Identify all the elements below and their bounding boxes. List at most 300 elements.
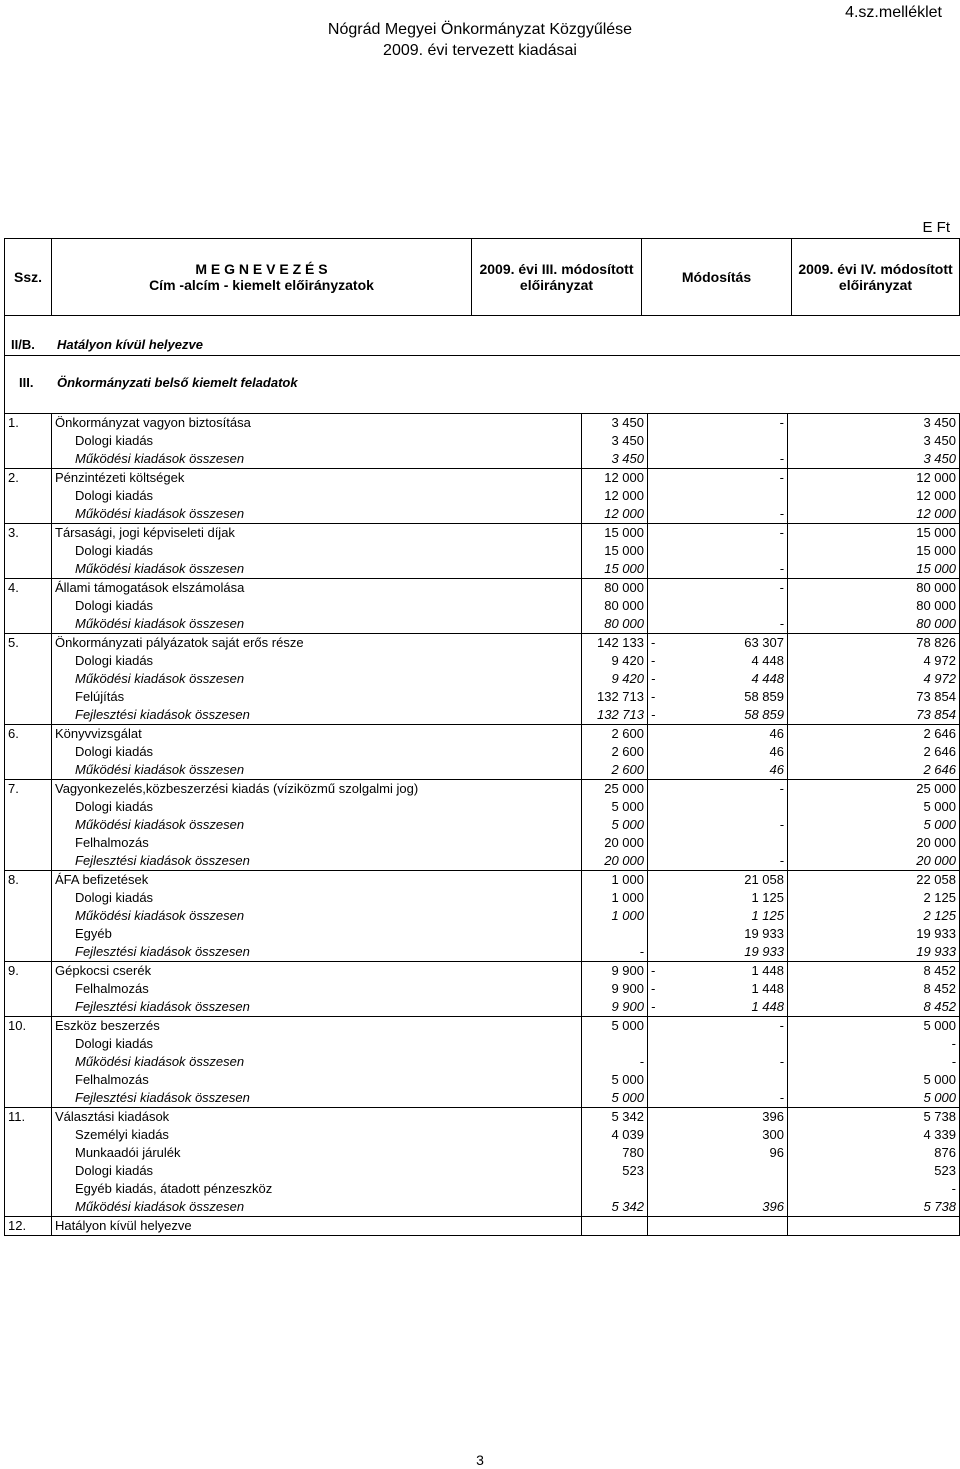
value-iii: 5 342 — [582, 1198, 648, 1217]
modositas-amount: - — [779, 781, 784, 796]
table-row — [5, 943, 960, 962]
value-iv: 19 933 — [788, 925, 960, 943]
modositas-amount: 63 307 — [744, 635, 784, 650]
row-number — [5, 615, 52, 634]
row-name-text: Működési kiadások összesen — [75, 671, 245, 686]
modositas-amount: 46 — [769, 726, 784, 741]
table-row — [5, 560, 960, 579]
row-name — [52, 688, 582, 706]
row-name — [52, 706, 582, 725]
value-iv: 5 738 — [788, 1198, 960, 1217]
modositas-amount: 46 — [769, 762, 784, 777]
value-modositas — [648, 1144, 788, 1162]
row-name — [52, 1071, 582, 1089]
row-number — [5, 1035, 52, 1053]
value-iii: 1 000 — [582, 907, 648, 925]
modositas-amount: - — [779, 415, 784, 430]
value-iv: 73 854 — [788, 706, 960, 725]
modositas-amount: 1 448 — [751, 981, 784, 996]
value-iv — [788, 1217, 960, 1236]
modositas-amount: - — [779, 506, 784, 521]
value-iv: 12 000 — [788, 469, 960, 488]
row-name — [52, 414, 582, 433]
table-row — [5, 907, 960, 925]
value-modositas — [648, 432, 788, 450]
modositas-sign: - — [651, 689, 656, 704]
row-number: 9. — [5, 962, 52, 981]
row-number — [5, 925, 52, 943]
table-row — [5, 798, 960, 816]
page-number: 3 — [476, 1452, 484, 1468]
modositas-amount: 1 125 — [751, 890, 784, 905]
row-name-text: Dologi kiadás — [75, 799, 154, 814]
value-iii: 20 000 — [582, 852, 648, 871]
value-modositas — [648, 1071, 788, 1089]
modositas-amount: - — [779, 853, 784, 868]
row-name — [52, 1162, 582, 1180]
table-row — [5, 871, 960, 890]
row-name-text: ÁFA befizetések — [55, 872, 149, 887]
table-row — [5, 1035, 960, 1053]
row-name-text: Fejlesztési kiadások összesen — [75, 999, 250, 1014]
row-name-text: Dologi kiadás — [75, 543, 154, 558]
value-iii: 20 000 — [582, 834, 648, 852]
row-name — [52, 998, 582, 1017]
value-iv: 15 000 — [788, 542, 960, 560]
value-iii: 3 450 — [582, 432, 648, 450]
row-name — [52, 980, 582, 998]
row-number: 5. — [5, 634, 52, 653]
row-name-text: Dologi kiadás — [75, 890, 154, 905]
value-iv: - — [788, 1035, 960, 1053]
row-number — [5, 1126, 52, 1144]
row-name — [52, 652, 582, 670]
value-iii: 12 000 — [582, 487, 648, 505]
table-row — [5, 469, 960, 488]
row-name — [52, 780, 582, 799]
row-name-text: Működési kiadások összesen — [75, 616, 245, 631]
row-name-text: Személyi kiadás — [75, 1127, 169, 1142]
value-modositas — [648, 1126, 788, 1144]
table-row — [5, 542, 960, 560]
row-number — [5, 998, 52, 1017]
row-number — [5, 688, 52, 706]
row-name-text: Működési kiadások összesen — [75, 1054, 245, 1069]
value-iv: 25 000 — [788, 780, 960, 799]
row-name — [52, 560, 582, 579]
row-name — [52, 1089, 582, 1108]
table-row — [5, 761, 960, 780]
table-row — [5, 634, 960, 653]
row-name-text: Dologi kiadás — [75, 653, 154, 668]
row-name-text: Működési kiadások összesen — [75, 908, 245, 923]
modositas-amount: 396 — [762, 1199, 784, 1214]
modositas-amount: - — [779, 451, 784, 466]
modositas-amount: - — [779, 470, 784, 485]
table-row — [5, 1017, 960, 1036]
modositas-amount: 1 448 — [751, 999, 784, 1014]
value-iv: 78 826 — [788, 634, 960, 653]
value-iii: 12 000 — [582, 469, 648, 488]
value-iv: 2 125 — [788, 889, 960, 907]
row-number — [5, 1089, 52, 1108]
row-number — [5, 1144, 52, 1162]
modositas-amount: 46 — [769, 744, 784, 759]
unit-label: E Ft — [922, 219, 950, 236]
row-name — [52, 597, 582, 615]
value-iii: 5 000 — [582, 1089, 648, 1108]
row-name — [52, 634, 582, 653]
section-code: II/B. — [11, 337, 35, 352]
table-row — [5, 688, 960, 706]
row-name — [52, 962, 582, 981]
row-name — [52, 579, 582, 598]
value-modositas — [648, 962, 788, 981]
value-modositas — [648, 834, 788, 852]
row-name-text: Állami támogatások elszámolása — [55, 580, 245, 595]
row-name — [52, 1053, 582, 1071]
value-modositas — [648, 505, 788, 524]
value-iv: 2 125 — [788, 907, 960, 925]
row-name-text: Felújítás — [75, 689, 125, 704]
row-name — [52, 852, 582, 871]
section-iib — [4, 315, 960, 356]
value-iii: 9 420 — [582, 652, 648, 670]
row-number — [5, 980, 52, 998]
header-name-line2: Cím -alcím - kiemelt előirányzatok — [149, 277, 374, 293]
row-name — [52, 469, 582, 488]
row-number: 3. — [5, 524, 52, 543]
modositas-amount: 96 — [769, 1145, 784, 1160]
value-iv: 8 452 — [788, 980, 960, 998]
value-modositas — [648, 634, 788, 653]
value-modositas — [648, 652, 788, 670]
modositas-sign: - — [651, 635, 656, 650]
value-iv: 2 646 — [788, 725, 960, 744]
row-number: 12. — [5, 1217, 52, 1236]
value-iv: 3 450 — [788, 414, 960, 433]
value-iii: 15 000 — [582, 542, 648, 560]
row-name — [52, 798, 582, 816]
annex-label: 4.sz.melléklet — [845, 4, 942, 21]
row-name — [52, 1126, 582, 1144]
value-iii: 9 900 — [582, 962, 648, 981]
value-modositas — [648, 871, 788, 890]
row-number: 6. — [5, 725, 52, 744]
value-iii: 3 450 — [582, 450, 648, 469]
row-name-text: Fejlesztési kiadások összesen — [75, 707, 250, 722]
row-name-text: Működési kiadások összesen — [75, 817, 245, 832]
row-name — [52, 1144, 582, 1162]
value-iii: 780 — [582, 1144, 648, 1162]
value-modositas — [648, 1217, 788, 1236]
row-name-text: Munkaadói járulék — [75, 1145, 181, 1160]
row-name-text: Önkormányzati pályázatok saját erős része — [55, 635, 304, 650]
value-modositas — [648, 889, 788, 907]
value-iii — [582, 1035, 648, 1053]
row-name — [52, 487, 582, 505]
value-iv: - — [788, 1053, 960, 1071]
value-modositas — [648, 980, 788, 998]
value-iii: 5 000 — [582, 1071, 648, 1089]
value-iv: 5 000 — [788, 816, 960, 834]
modositas-amount: 58 859 — [744, 707, 784, 722]
value-iv: 876 — [788, 1144, 960, 1162]
table-row — [5, 670, 960, 688]
row-number — [5, 597, 52, 615]
row-name — [52, 1180, 582, 1198]
row-name — [52, 1198, 582, 1217]
value-iii: 132 713 — [582, 706, 648, 725]
modositas-amount: - — [779, 580, 784, 595]
table-header — [4, 238, 960, 316]
row-name-text: Dologi kiadás — [75, 744, 154, 759]
document-title: Nógrád Megyei Önkormányzat Közgyűlése — [327, 21, 633, 38]
header-name — [52, 239, 472, 316]
table-row — [5, 1089, 960, 1108]
row-number — [5, 834, 52, 852]
value-modositas — [648, 487, 788, 505]
value-iii: 12 000 — [582, 505, 648, 524]
row-number — [5, 852, 52, 871]
value-iv: 19 933 — [788, 943, 960, 962]
modositas-amount: 1 125 — [751, 908, 784, 923]
table-row — [5, 1217, 960, 1236]
table-row — [5, 1198, 960, 1217]
row-name-text: Működési kiadások összesen — [75, 762, 245, 777]
header-ssz: Ssz. — [5, 239, 52, 316]
value-modositas — [648, 925, 788, 943]
section-iii — [4, 355, 960, 414]
value-modositas — [648, 450, 788, 469]
value-modositas — [648, 1053, 788, 1071]
row-name — [52, 816, 582, 834]
row-name-text: Felhalmozás — [75, 981, 149, 996]
row-number — [5, 816, 52, 834]
modositas-amount: 4 448 — [751, 653, 784, 668]
table-row — [5, 1071, 960, 1089]
value-iii: 5 000 — [582, 1017, 648, 1036]
row-name — [52, 1035, 582, 1053]
row-name-text: Társasági, jogi képviseleti díjak — [55, 525, 235, 540]
row-number — [5, 1162, 52, 1180]
value-modositas — [648, 469, 788, 488]
modositas-amount: 1 448 — [751, 963, 784, 978]
value-iii: 5 000 — [582, 816, 648, 834]
modositas-amount: - — [779, 616, 784, 631]
table-row — [5, 962, 960, 981]
table-row — [5, 706, 960, 725]
row-number — [5, 1180, 52, 1198]
row-name — [52, 834, 582, 852]
value-modositas — [648, 943, 788, 962]
row-number — [5, 450, 52, 469]
row-name — [52, 1108, 582, 1127]
value-iii: 80 000 — [582, 597, 648, 615]
modositas-amount: 58 859 — [744, 689, 784, 704]
value-modositas — [648, 852, 788, 871]
value-modositas — [648, 998, 788, 1017]
value-iii: 2 600 — [582, 743, 648, 761]
value-iv: 12 000 — [788, 505, 960, 524]
row-name — [52, 542, 582, 560]
value-modositas — [648, 780, 788, 799]
value-iv: 80 000 — [788, 579, 960, 598]
value-iii: - — [582, 943, 648, 962]
row-name-text: Gépkocsi cserék — [55, 963, 152, 978]
value-modositas — [648, 597, 788, 615]
value-modositas — [648, 907, 788, 925]
value-iii: 15 000 — [582, 560, 648, 579]
modositas-amount: 300 — [762, 1127, 784, 1142]
value-modositas — [648, 560, 788, 579]
header-name-line1: M E G N E V E Z É S — [195, 261, 328, 277]
value-modositas — [648, 743, 788, 761]
value-iii: 5 342 — [582, 1108, 648, 1127]
modositas-amount: 19 933 — [744, 926, 784, 941]
row-number — [5, 761, 52, 780]
header-col-iii: 2009. évi III. módosított előirányzat — [472, 239, 642, 316]
value-modositas — [648, 670, 788, 688]
table-row — [5, 834, 960, 852]
row-name-text: Működési kiadások összesen — [75, 561, 245, 576]
value-modositas — [648, 1180, 788, 1198]
value-iv: 4 972 — [788, 670, 960, 688]
value-iii: 4 039 — [582, 1126, 648, 1144]
row-name-text: Pénzintézeti költségek — [55, 470, 185, 485]
value-iii: 15 000 — [582, 524, 648, 543]
table-row — [5, 1144, 960, 1162]
value-modositas — [648, 1017, 788, 1036]
value-iii: 142 133 — [582, 634, 648, 653]
row-name — [52, 871, 582, 890]
modositas-amount: 396 — [762, 1109, 784, 1124]
row-name — [52, 505, 582, 524]
value-iv: 8 452 — [788, 998, 960, 1017]
value-iv: 5 000 — [788, 1017, 960, 1036]
value-modositas — [648, 816, 788, 834]
row-number: 1. — [5, 414, 52, 433]
value-modositas — [648, 1162, 788, 1180]
value-iii: 523 — [582, 1162, 648, 1180]
table-row — [5, 432, 960, 450]
value-iv: 5 000 — [788, 1089, 960, 1108]
row-number: 8. — [5, 871, 52, 890]
value-modositas — [648, 688, 788, 706]
row-name-text: Önkormányzat vagyon biztosítása — [55, 415, 251, 430]
row-name-text: Dologi kiadás — [75, 1163, 154, 1178]
row-name-text: Vagyonkezelés,közbeszerzési kiadás (víziközmű szolgalmi jog) — [55, 781, 419, 796]
row-number — [5, 743, 52, 761]
table-row — [5, 487, 960, 505]
row-name-text: Működési kiadások összesen — [75, 506, 245, 521]
value-iii: 1 000 — [582, 871, 648, 890]
row-number — [5, 1071, 52, 1089]
modositas-sign: - — [651, 999, 656, 1014]
value-iv: 20 000 — [788, 852, 960, 871]
table-row — [5, 505, 960, 524]
row-name-text: Dologi kiadás — [75, 433, 154, 448]
value-iii — [582, 1180, 648, 1198]
value-iii: 9 420 — [582, 670, 648, 688]
row-name-text: Fejlesztési kiadások összesen — [75, 944, 250, 959]
row-name-text: Működési kiadások összesen — [75, 451, 245, 466]
table-row — [5, 816, 960, 834]
value-iii: 2 600 — [582, 761, 648, 780]
value-iii: 9 900 — [582, 980, 648, 998]
modositas-amount: 21 058 — [744, 872, 784, 887]
table-row — [5, 743, 960, 761]
value-iii: 3 450 — [582, 414, 648, 433]
table-row — [5, 889, 960, 907]
value-iii — [582, 1217, 648, 1236]
value-iv: 15 000 — [788, 560, 960, 579]
row-name — [52, 1017, 582, 1036]
modositas-amount: - — [779, 525, 784, 540]
row-name-text: Működési kiadások összesen — [75, 1199, 245, 1214]
modositas-amount: - — [779, 1090, 784, 1105]
value-iv: 80 000 — [788, 615, 960, 634]
value-iv: 3 450 — [788, 432, 960, 450]
table-row — [5, 980, 960, 998]
table-row — [5, 414, 960, 433]
table-row — [5, 1053, 960, 1071]
row-name — [52, 615, 582, 634]
value-iii: 132 713 — [582, 688, 648, 706]
value-iv: 5 738 — [788, 1108, 960, 1127]
budget-table — [4, 413, 960, 1236]
table-row — [5, 1108, 960, 1127]
table-row — [5, 597, 960, 615]
table-row — [5, 615, 960, 634]
row-number — [5, 706, 52, 725]
row-number: 10. — [5, 1017, 52, 1036]
value-modositas — [648, 706, 788, 725]
row-name — [52, 743, 582, 761]
section-label: Hatályon kívül helyezve — [57, 337, 203, 352]
value-modositas — [648, 1035, 788, 1053]
value-iv: 3 450 — [788, 450, 960, 469]
value-iii: 80 000 — [582, 579, 648, 598]
value-iv: 15 000 — [788, 524, 960, 543]
value-iii: 2 600 — [582, 725, 648, 744]
row-number — [5, 889, 52, 907]
row-number: 7. — [5, 780, 52, 799]
value-iii: - — [582, 1053, 648, 1071]
table-row — [5, 652, 960, 670]
row-number — [5, 560, 52, 579]
value-iv: 12 000 — [788, 487, 960, 505]
value-iv: 5 000 — [788, 1071, 960, 1089]
row-name — [52, 907, 582, 925]
value-iv: 523 — [788, 1162, 960, 1180]
value-iv: 8 452 — [788, 962, 960, 981]
row-number: 2. — [5, 469, 52, 488]
row-name-text: Dologi kiadás — [75, 1036, 154, 1051]
value-modositas — [648, 798, 788, 816]
modositas-amount: - — [779, 561, 784, 576]
value-iii: 5 000 — [582, 798, 648, 816]
modositas-sign: - — [651, 963, 656, 978]
modositas-amount: 19 933 — [744, 944, 784, 959]
row-number: 4. — [5, 579, 52, 598]
row-name-text: Fejlesztési kiadások összesen — [75, 853, 250, 868]
row-name-text: Hatályon kívül helyezve — [55, 1218, 192, 1233]
modositas-amount: - — [779, 817, 784, 832]
row-name-text: Fejlesztési kiadások összesen — [75, 1090, 250, 1105]
row-number — [5, 943, 52, 962]
row-name — [52, 761, 582, 780]
